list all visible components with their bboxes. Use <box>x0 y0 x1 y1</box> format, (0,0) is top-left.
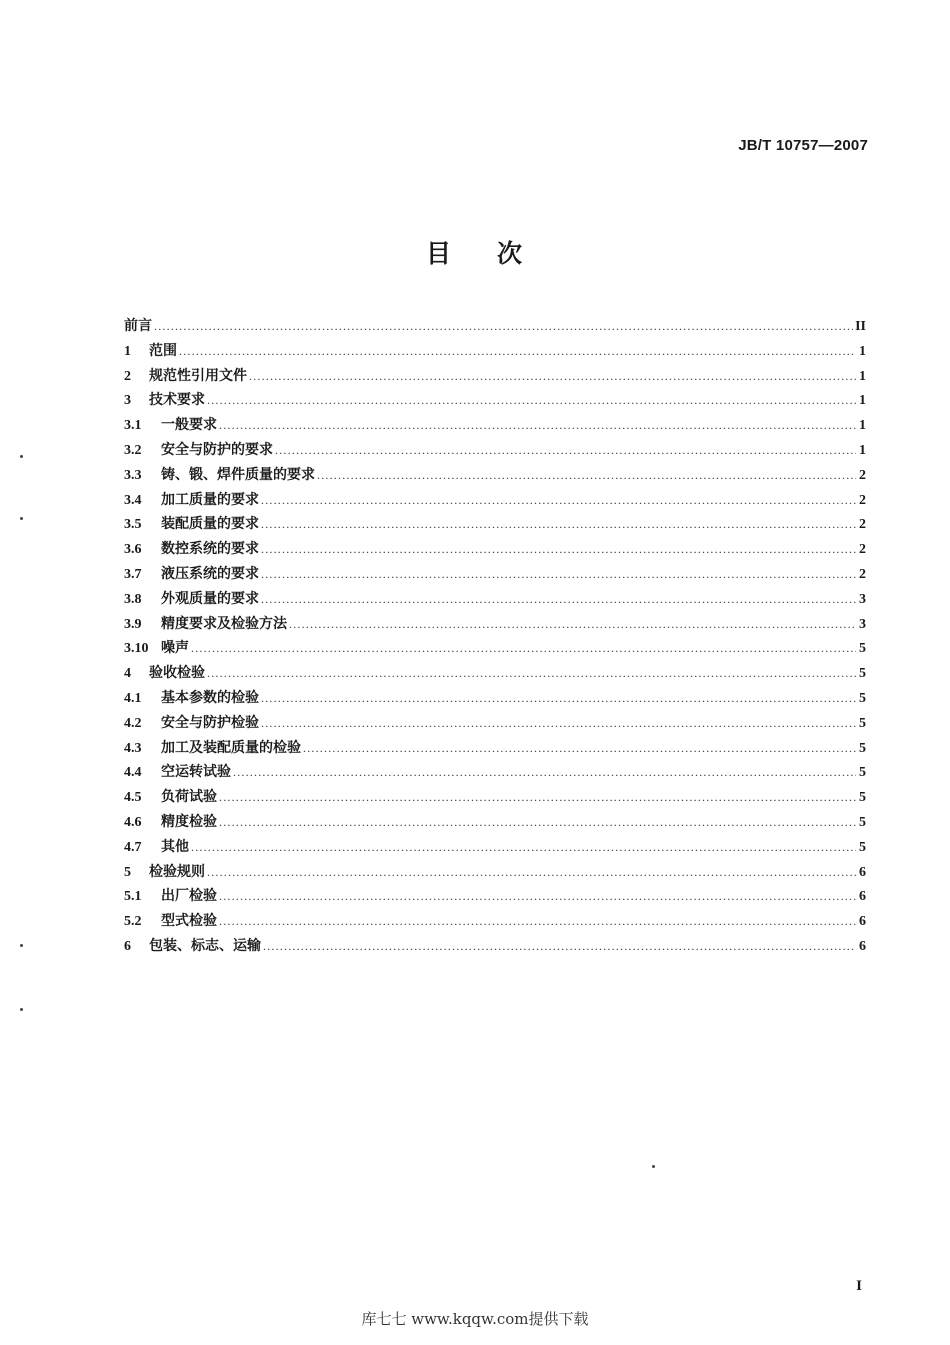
toc-entry-label: 液压系统的要求 <box>161 565 259 582</box>
toc-entry-page: 2 <box>859 542 866 558</box>
scan-speck <box>20 1008 23 1011</box>
page-title <box>0 234 950 270</box>
toc-leader-dots <box>261 562 856 587</box>
toc-entry-label: 安全与防护的要求 <box>161 441 273 458</box>
toc-entry[interactable] <box>124 562 866 587</box>
toc-leader-dots <box>261 686 856 711</box>
toc-entry-page: 1 <box>859 368 866 384</box>
toc-entry[interactable] <box>124 537 866 562</box>
toc-entry[interactable] <box>124 736 866 761</box>
toc-entry[interactable] <box>124 686 866 711</box>
toc-entry-label: 空运转试验 <box>161 764 231 781</box>
toc-leader-dots <box>207 661 856 686</box>
toc-entry-label: 基本参数的检验 <box>161 689 259 706</box>
toc-entry-page: 5 <box>859 740 866 756</box>
toc-entry-number: 3.3 <box>124 467 142 483</box>
toc-leader-dots <box>249 364 856 389</box>
toc-entry[interactable] <box>124 339 866 364</box>
toc-leader-dots <box>261 537 856 562</box>
toc-entry[interactable] <box>124 909 866 934</box>
toc-entry[interactable] <box>124 612 866 637</box>
toc-entry-page: 5 <box>859 839 866 855</box>
toc-entry-number: 3.2 <box>124 442 142 458</box>
toc-entry-number: 3 <box>124 393 131 409</box>
toc-entry-number: 3.10 <box>124 641 149 657</box>
toc-entry-label: 安全与防护检验 <box>161 714 259 731</box>
toc-entry-label: 加工质量的要求 <box>161 491 259 508</box>
toc-leader-dots <box>179 339 856 364</box>
toc-entry-page: 1 <box>859 418 866 434</box>
toc-entry[interactable] <box>124 413 866 438</box>
toc-entry-page: II <box>855 319 866 334</box>
toc-entry-number: 3.8 <box>124 591 142 607</box>
toc-entry[interactable] <box>124 463 866 488</box>
toc-leader-dots <box>289 612 856 637</box>
toc-entry-number: 1 <box>124 343 131 359</box>
toc-entry-label: 包装、标志、运输 <box>149 937 261 954</box>
toc-entry[interactable] <box>124 884 866 909</box>
scan-speck <box>20 944 23 947</box>
toc-entry[interactable] <box>124 661 866 686</box>
title-char-1: 目 <box>425 239 453 268</box>
toc-entry-label: 加工及装配质量的检验 <box>161 739 301 756</box>
toc-entry[interactable] <box>124 636 866 661</box>
toc-leader-dots <box>261 711 856 736</box>
toc-entry-number: 5.1 <box>124 889 142 905</box>
toc-leader-dots <box>219 810 856 835</box>
toc-leader-dots <box>261 587 856 612</box>
toc-entry[interactable] <box>124 711 866 736</box>
toc-entry-number: 4.1 <box>124 690 142 706</box>
toc-leader-dots <box>219 909 856 934</box>
scan-speck <box>652 1165 655 1168</box>
toc-entry-page: 2 <box>859 467 866 483</box>
toc-entry[interactable] <box>124 314 866 339</box>
toc-entry-label: 技术要求 <box>149 392 205 409</box>
toc-entry[interactable] <box>124 835 866 860</box>
toc-entry-number: 4.7 <box>124 839 142 855</box>
toc-entry-page: 5 <box>859 765 866 781</box>
toc-entry-label: 装配质量的要求 <box>161 516 259 533</box>
toc-entry-label: 数控系统的要求 <box>161 541 259 558</box>
toc-entry[interactable] <box>124 587 866 612</box>
toc-entry-label: 范围 <box>149 342 177 359</box>
toc-entry-page: 6 <box>859 889 866 905</box>
toc-leader-dots <box>233 760 856 785</box>
title-char-2: 次 <box>497 239 525 268</box>
toc-leader-dots <box>154 314 853 339</box>
toc-entry-label: 精度要求及检验方法 <box>161 615 287 632</box>
toc-entry[interactable] <box>124 860 866 885</box>
toc-entry-number: 4.3 <box>124 740 142 756</box>
toc-leader-dots <box>207 388 856 413</box>
scan-speck <box>20 517 23 520</box>
toc-entry-number: 5 <box>124 864 131 880</box>
toc-entry[interactable] <box>124 388 866 413</box>
toc-entry-number: 4.5 <box>124 790 142 806</box>
toc-entry-label: 其他 <box>161 838 189 855</box>
toc-entry-label: 噪声 <box>161 640 189 657</box>
toc-entry[interactable] <box>124 512 866 537</box>
toc-entry-number: 4.2 <box>124 715 142 731</box>
page-number: I <box>856 1278 862 1294</box>
toc-leader-dots <box>219 413 856 438</box>
toc-entry-number: 3.7 <box>124 566 142 582</box>
toc-entry-page: 2 <box>859 566 866 582</box>
toc-entry-number: 3.9 <box>124 616 142 632</box>
toc-leader-dots <box>191 636 856 661</box>
toc-entry-page: 1 <box>859 442 866 458</box>
toc-leader-dots <box>219 884 856 909</box>
document-code: JB/T 10757—2007 <box>738 137 868 154</box>
toc-entry[interactable] <box>124 934 866 959</box>
toc-entry-number: 3.1 <box>124 418 142 434</box>
toc-leader-dots <box>275 438 856 463</box>
toc-leader-dots <box>317 463 856 488</box>
toc-entry-label: 规范性引用文件 <box>149 367 247 384</box>
toc-entry-number: 6 <box>124 938 131 954</box>
toc-entry[interactable] <box>124 785 866 810</box>
toc-entry-number: 4.4 <box>124 765 142 781</box>
toc-entry[interactable] <box>124 760 866 785</box>
toc-entry-page: 5 <box>859 690 866 706</box>
toc-entry-page: 1 <box>859 393 866 409</box>
toc-entry[interactable] <box>124 438 866 463</box>
toc-entry-page: 2 <box>859 517 866 533</box>
toc-entry-page: 6 <box>859 938 866 954</box>
toc-entry[interactable] <box>124 488 866 513</box>
toc-leader-dots <box>261 512 856 537</box>
toc-entry-number: 2 <box>124 368 131 384</box>
toc-entry-page: 2 <box>859 492 866 508</box>
toc-entry-label: 检验规则 <box>149 863 205 880</box>
toc-leader-dots <box>207 860 856 885</box>
toc-entry-page: 3 <box>859 616 866 632</box>
toc-entry[interactable] <box>124 364 866 389</box>
toc-entry-label: 外观质量的要求 <box>161 590 259 607</box>
toc-leader-dots <box>191 835 856 860</box>
toc-entry-label: 型式检验 <box>161 913 217 930</box>
toc-entry-label: 精度检验 <box>161 813 217 830</box>
toc-leader-dots <box>303 736 856 761</box>
toc-leader-dots <box>263 934 856 959</box>
toc-leader-dots <box>261 488 856 513</box>
toc-entry[interactable] <box>124 810 866 835</box>
footer-watermark: 库七七 www.kqqw.com提供下载 <box>361 1310 589 1328</box>
toc-entry-page: 6 <box>859 864 866 880</box>
toc-entry-label: 验收检验 <box>149 665 205 682</box>
toc-entry-label: 出厂检验 <box>161 888 217 905</box>
toc-entry-page: 6 <box>859 914 866 930</box>
toc-entry-number: 3.6 <box>124 542 142 558</box>
toc-entry-page: 5 <box>859 715 866 731</box>
toc-leader-dots <box>219 785 856 810</box>
toc-entry-number: 4.6 <box>124 814 142 830</box>
toc-entry-page: 5 <box>859 666 866 682</box>
toc-entry-label: 一般要求 <box>161 417 217 434</box>
toc-entry-number: 3.5 <box>124 517 142 533</box>
toc-entry-label: 负荷试验 <box>161 789 217 806</box>
table-of-contents <box>124 314 866 959</box>
toc-entry-number: 4 <box>124 666 131 682</box>
toc-entry-page: 3 <box>859 591 866 607</box>
toc-entry-page: 5 <box>859 790 866 806</box>
toc-entry-number: 5.2 <box>124 914 142 930</box>
toc-entry-number: 3.4 <box>124 492 142 508</box>
toc-entry-page: 1 <box>859 343 866 359</box>
toc-entry-label: 前言 <box>124 318 152 334</box>
toc-entry-page: 5 <box>859 814 866 830</box>
toc-entry-page: 5 <box>859 641 866 657</box>
toc-entry-label: 铸、锻、焊件质量的要求 <box>161 466 315 483</box>
scan-speck <box>20 455 23 458</box>
